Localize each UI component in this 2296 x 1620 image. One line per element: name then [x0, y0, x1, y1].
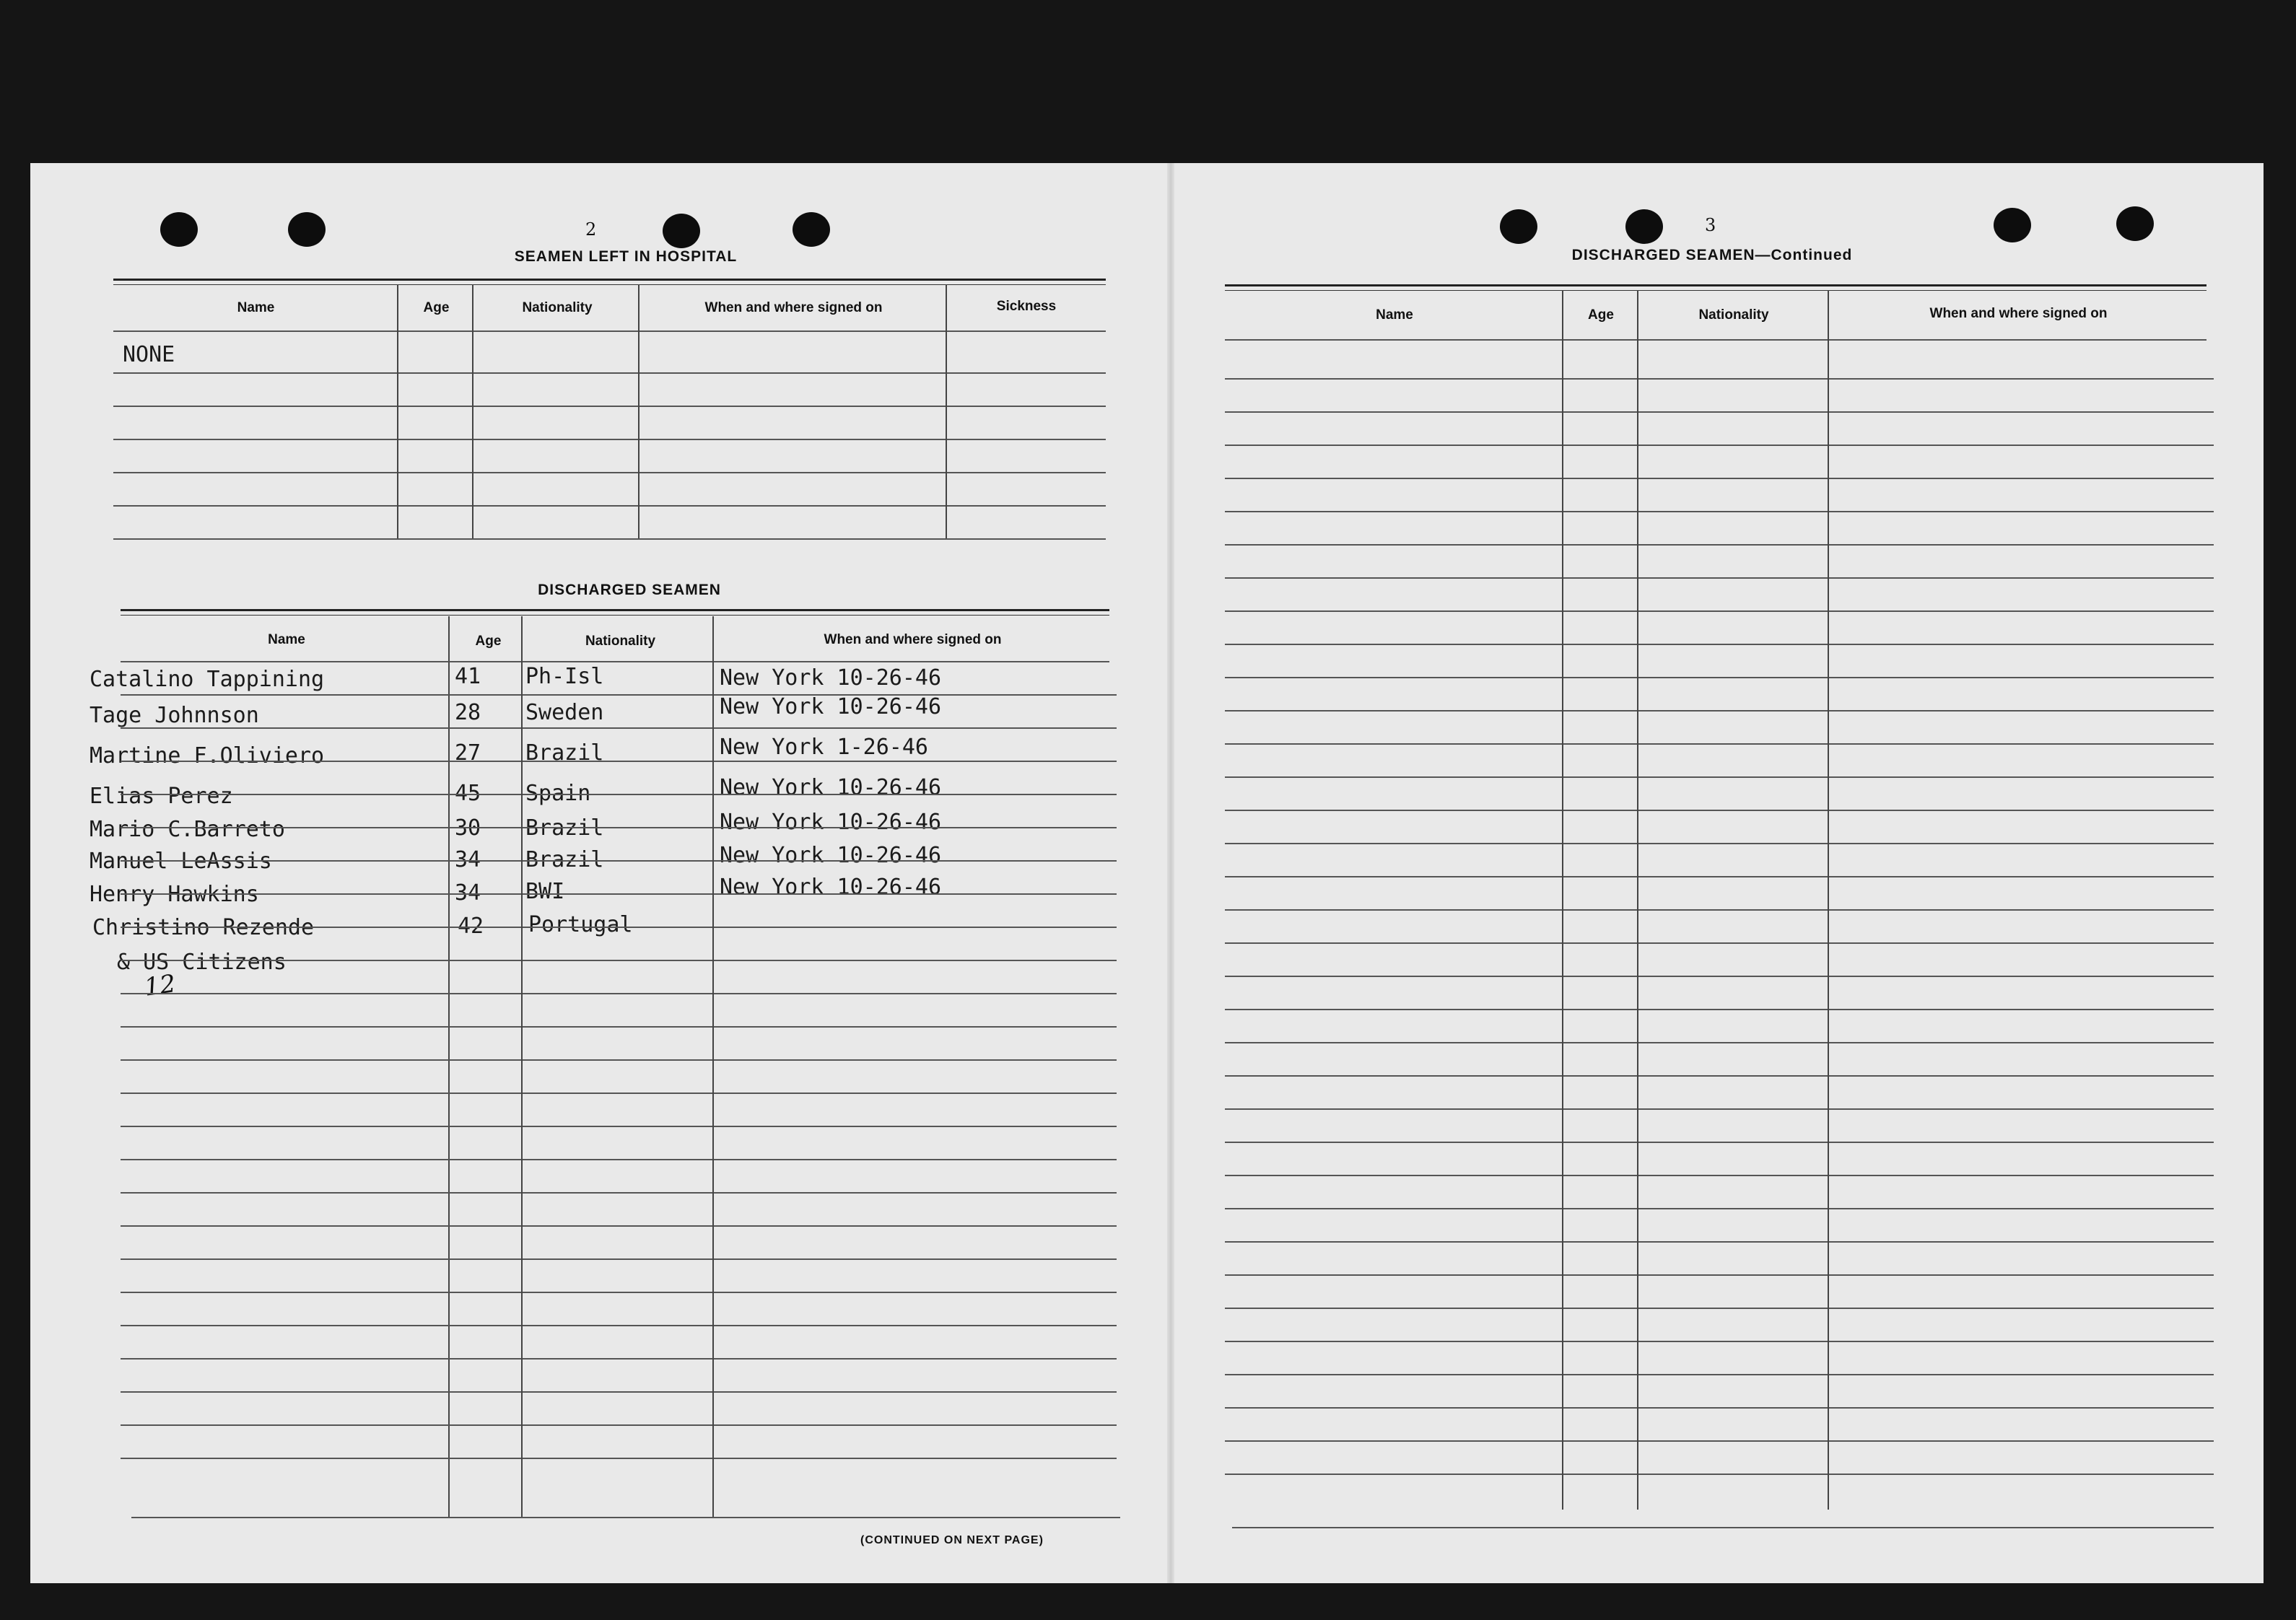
seaman-name: Henry Hawkins — [90, 882, 259, 907]
discharged-row-rule — [121, 893, 1117, 895]
punch-hole — [793, 212, 830, 247]
right-row-rule — [1225, 743, 2214, 745]
hospital-bottom-rule — [113, 538, 1106, 540]
seaman-name: Martine F.Oliviero — [90, 743, 325, 769]
seaman-signed-on: New York 10-26-46 — [720, 875, 942, 900]
hospital-row-rule — [113, 406, 1106, 407]
punch-hole — [1994, 208, 2031, 242]
discharged-row-rule — [121, 1192, 1117, 1194]
right-row-rule — [1225, 909, 2214, 911]
punch-hole — [1500, 209, 1537, 244]
right-row-rule — [1225, 1108, 2214, 1110]
seaman-nationality: Brazil — [525, 847, 604, 872]
discharged-row-rule — [121, 794, 1117, 795]
discharged-row-rule — [121, 993, 1117, 994]
discharged-row-rule — [121, 1458, 1117, 1459]
seaman-age: 34 — [455, 847, 481, 872]
hospital-col-divider — [946, 284, 947, 538]
right-row-rule — [1225, 1374, 2214, 1375]
right-row-rule — [1225, 876, 2214, 877]
page-fold — [1167, 163, 1174, 1583]
seaman-name: Tage Johnnson — [90, 703, 259, 728]
seaman-name: Catalino Tappining — [90, 667, 325, 692]
seaman-nationality: Brazil — [525, 815, 604, 841]
right-top-rule — [1225, 284, 2206, 291]
punch-hole — [1625, 209, 1663, 244]
discharged-row-rule — [121, 1059, 1117, 1061]
right-row-rule — [1225, 1175, 2214, 1176]
right-row-rule — [1225, 478, 2214, 479]
right-row-rule — [1225, 644, 2214, 645]
right-row-rule — [1225, 378, 2214, 380]
hospital-header-rule — [113, 330, 1106, 332]
right-row-rule — [1225, 1474, 2214, 1475]
seaman-age: 45 — [455, 781, 481, 806]
right-row-rule — [1225, 1341, 2214, 1342]
continued-footer: (CONTINUED ON NEXT PAGE) — [860, 1534, 1044, 1546]
discharged-row-rule — [121, 827, 1117, 828]
right-col-name: Name — [1376, 307, 1413, 323]
discharged-row-rule — [121, 860, 1117, 862]
seaman-signed-on: New York 10-26-46 — [720, 843, 942, 868]
right-bottom-rule — [1232, 1527, 2214, 1528]
right-row-rule — [1225, 710, 2214, 712]
seaman-signed-on: New York 10-26-46 — [720, 665, 942, 691]
discharged-col-signed-on: When and where signed on — [824, 632, 1002, 647]
handwritten-count: 12 — [142, 969, 178, 1002]
seaman-nationality: Ph-Isl — [525, 664, 604, 689]
seaman-nationality: Spain — [525, 781, 591, 806]
seaman-signed-on: New York 10-26-46 — [720, 810, 942, 835]
right-row-rule — [1225, 1274, 2214, 1276]
right-row-rule — [1225, 1241, 2214, 1243]
right-row-rule — [1225, 610, 2214, 612]
discharged-row-rule — [121, 1292, 1117, 1293]
hospital-section-title: SEAMEN LEFT IN HOSPITAL — [514, 248, 738, 265]
right-row-rule — [1225, 1208, 2214, 1209]
seaman-age: 28 — [455, 700, 481, 725]
page-number-left: 2 — [585, 219, 597, 240]
right-row-rule — [1225, 776, 2214, 778]
discharged-col-divider — [521, 616, 523, 1517]
discharged-col-age: Age — [475, 634, 502, 649]
seaman-nationality: Portugal — [528, 912, 633, 937]
right-row-rule — [1225, 511, 2214, 512]
discharged-row-rule — [121, 1258, 1117, 1260]
right-row-rule — [1225, 1142, 2214, 1143]
hospital-col-sickness: Sickness — [996, 299, 1057, 314]
right-row-rule — [1225, 577, 2214, 579]
hospital-col-age: Age — [423, 300, 450, 315]
discharged-row-rule — [121, 1358, 1117, 1360]
right-row-rule — [1225, 411, 2214, 413]
right-header-rule — [1225, 339, 2206, 341]
seaman-nationality: Sweden — [525, 700, 604, 725]
seaman-age: 34 — [455, 880, 481, 906]
right-row-rule — [1225, 843, 2214, 844]
discharged-row-rule — [121, 694, 1117, 696]
seaman-name: Elias Perez — [90, 784, 233, 809]
seaman-age: 41 — [455, 664, 481, 689]
punch-hole — [288, 212, 326, 247]
discharged-row-rule — [121, 1093, 1117, 1094]
seaman-age: 27 — [455, 740, 481, 766]
discharged-col-divider — [448, 616, 450, 1517]
discharged-header-rule — [121, 661, 1109, 662]
right-col-divider — [1828, 290, 1829, 1510]
page-number-right: 3 — [1705, 215, 1716, 235]
discharged-row-rule — [121, 1225, 1117, 1227]
hospital-col-name: Name — [237, 300, 275, 315]
discharged-row-rule — [121, 960, 1117, 961]
discharged-col-divider — [712, 616, 714, 1517]
right-row-rule — [1225, 544, 2214, 546]
right-col-divider — [1637, 290, 1638, 1510]
right-row-rule — [1225, 1009, 2214, 1010]
hospital-row-rule — [113, 439, 1106, 440]
right-row-rule — [1225, 1440, 2214, 1442]
right-row-rule — [1225, 942, 2214, 944]
discharged-row-rule — [121, 927, 1117, 928]
discharged-row-rule — [121, 1159, 1117, 1160]
right-col-age: Age — [1588, 307, 1614, 323]
right-row-rule — [1225, 1308, 2214, 1309]
discharged-bottom-rule — [131, 1517, 1120, 1518]
discharged-row-rule — [121, 1325, 1117, 1326]
right-col-divider — [1562, 290, 1563, 1510]
seaman-signed-on: New York 1-26-46 — [720, 735, 928, 760]
hospital-col-divider — [472, 284, 473, 538]
punch-hole — [2116, 206, 2154, 241]
document-page-spread — [30, 163, 2264, 1583]
right-row-rule — [1225, 677, 2214, 678]
discharged-section-title: DISCHARGED SEAMEN — [538, 582, 721, 598]
discharged-col-nationality: Nationality — [585, 634, 656, 649]
discharged-row-rule — [121, 1026, 1117, 1028]
hospital-row-rule — [113, 505, 1106, 507]
hospital-top-rule — [113, 279, 1106, 285]
right-col-nationality: Nationality — [1698, 307, 1769, 323]
seaman-nationality: Brazil — [525, 740, 604, 766]
right-row-rule — [1225, 976, 2214, 977]
right-row-rule — [1225, 1407, 2214, 1409]
right-row-rule — [1225, 810, 2214, 811]
discharged-row-rule — [121, 1391, 1117, 1393]
right-row-rule — [1225, 445, 2214, 446]
discharged-row-rule — [121, 761, 1117, 762]
punch-hole — [663, 214, 700, 248]
discharged-row-rule — [121, 1424, 1117, 1426]
right-row-rule — [1225, 1042, 2214, 1043]
seaman-signed-on: New York 10-26-46 — [720, 775, 942, 800]
discharged-top-rule — [121, 609, 1109, 616]
seaman-name: Christino Rezende — [92, 915, 315, 940]
hospital-col-nationality: Nationality — [522, 300, 593, 315]
hospital-col-divider — [638, 284, 640, 538]
hospital-col-divider — [397, 284, 398, 538]
hospital-row-rule — [113, 372, 1106, 374]
discharged-row-rule — [121, 727, 1117, 729]
citizens-note: & US Citizens — [117, 950, 287, 975]
discharged-row-rule — [121, 1126, 1117, 1127]
hospital-col-signed-on: When and where signed on — [704, 300, 883, 315]
seaman-name: Mario C.Barreto — [90, 817, 285, 842]
right-row-rule — [1225, 1075, 2214, 1077]
hospital-entry: NONE — [123, 342, 175, 367]
right-section-title: DISCHARGED SEAMEN—Continued — [1571, 247, 1853, 263]
seaman-age: 30 — [455, 815, 481, 841]
seaman-name: Manuel LeAssis — [90, 849, 272, 874]
seaman-nationality: BWI — [525, 879, 565, 904]
discharged-col-name: Name — [268, 632, 305, 647]
punch-hole — [160, 212, 198, 247]
right-col-signed-on: When and where signed on — [1929, 306, 2108, 321]
seaman-age: 42 — [458, 914, 484, 939]
hospital-row-rule — [113, 472, 1106, 473]
seaman-signed-on: New York 10-26-46 — [720, 694, 942, 719]
